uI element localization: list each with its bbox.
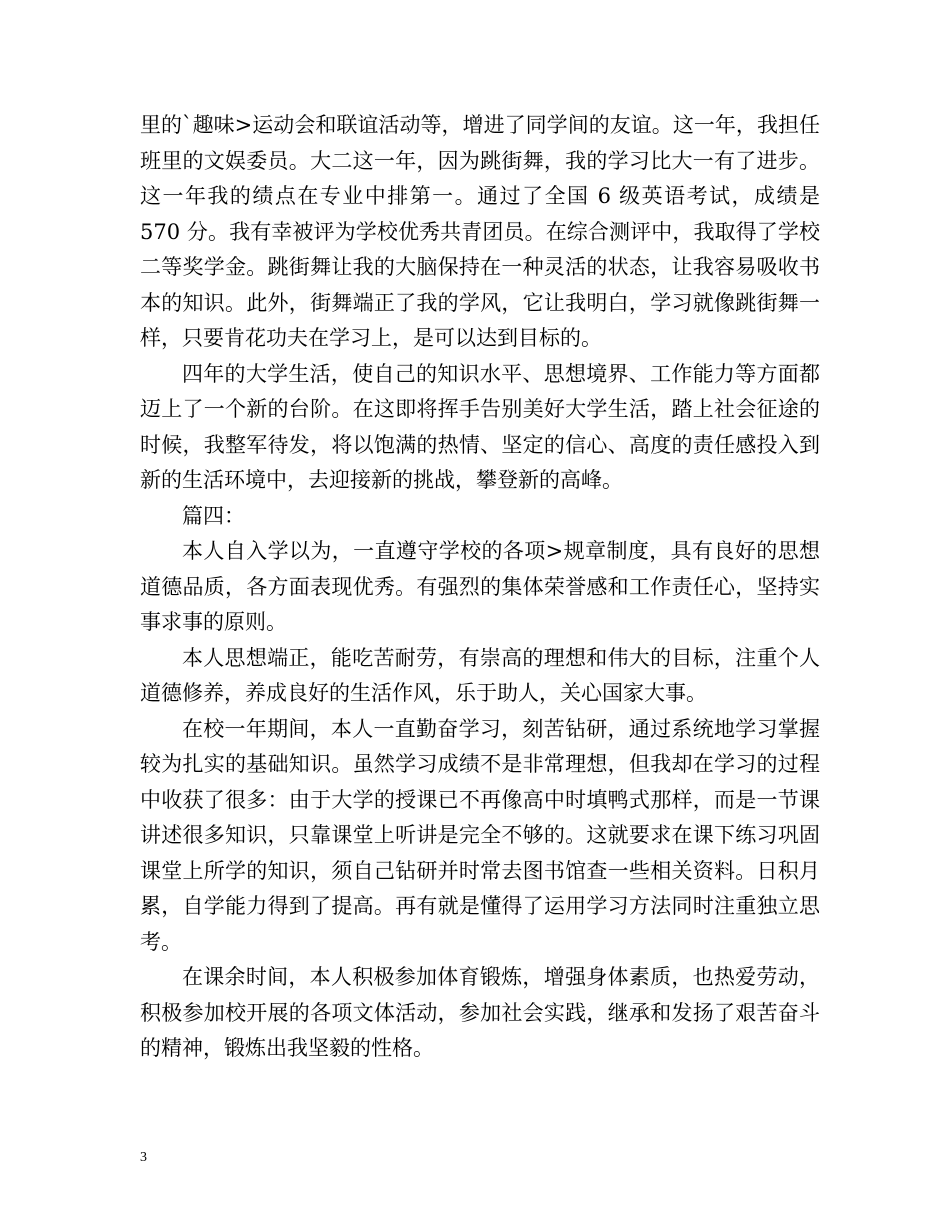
paragraph: 四年的大学生活，使自己的知识水平、思想境界、工作能力等方面都迈上了一个新的台阶。在这即将挥手告别美好大学生活，踏上社会征途的时候，我整军待发，将以饱满的热情、坚定的信心、高度的责任感投入到新的生活环境中，去迎接新的挑战，攀登新的高峰。	[140, 361, 820, 492]
paragraph: 在课余时间，本人积极参加体育锻炼，增强身体素质，也热爱劳动，积极参加校开展的各项文体活动，参加社会实践，继承和发扬了艰苦奋斗的精神，锻炼出我坚毅的性格。	[140, 965, 820, 1060]
paragraph-continuation: 里的`趣味>运动会和联谊活动等，增进了同学间的友谊。这一年，我担任班里的文娱委员。大二这一年，因为跳街舞，我的学习比大一有了进步。这一年我的绩点在专业中排第一。通过了全国 6 级英语考试，成绩是 570 分。我有幸被评为学校优秀共青团员。在综合测评中，我取得了学校二等奖学金。跳街舞让我的大脑保持在一种灵活的状态，让我容易吸收书本的知识。此外，街舞端正了我的学风，它让我明白，学习就像跳街舞一样，只要肯花功夫在学习上，是可以达到目标的。	[140, 113, 820, 350]
paragraph: 本人思想端正，能吃苦耐劳，有崇高的理想和伟大的目标，注重个人道德修养，养成良好的生活作风，乐于助人，关心国家大事。	[140, 645, 820, 705]
paragraph: 在校一年期间，本人一直勤奋学习，刻苦钻研，通过系统地学习掌握较为扎实的基础知识。虽然学习成绩不是非常理想，但我却在学习的过程中收获了很多：由于大学的授课已不再像高中时填鸭式那样，而是一节课讲述很多知识，只靠课堂上听讲是完全不够的。这就要求在课下练习巩固课堂上所学的知识，须自己钻研并时常去图书馆查一些相关资料。日积月累，自学能力得到了提高。再有就是懂得了运用学习方法同时注重独立思考。	[140, 716, 820, 954]
page-number: 3	[140, 1150, 147, 1165]
paragraph: 本人自入学以为，一直遵守学校的各项>规章制度，具有良好的思想道德品质，各方面表现优秀。有强烈的集体荣誉感和工作责任心，坚持实事求事的原则。	[140, 539, 820, 634]
section-heading: 篇四：	[182, 503, 245, 528]
document-body	[140, 108, 820, 1067]
